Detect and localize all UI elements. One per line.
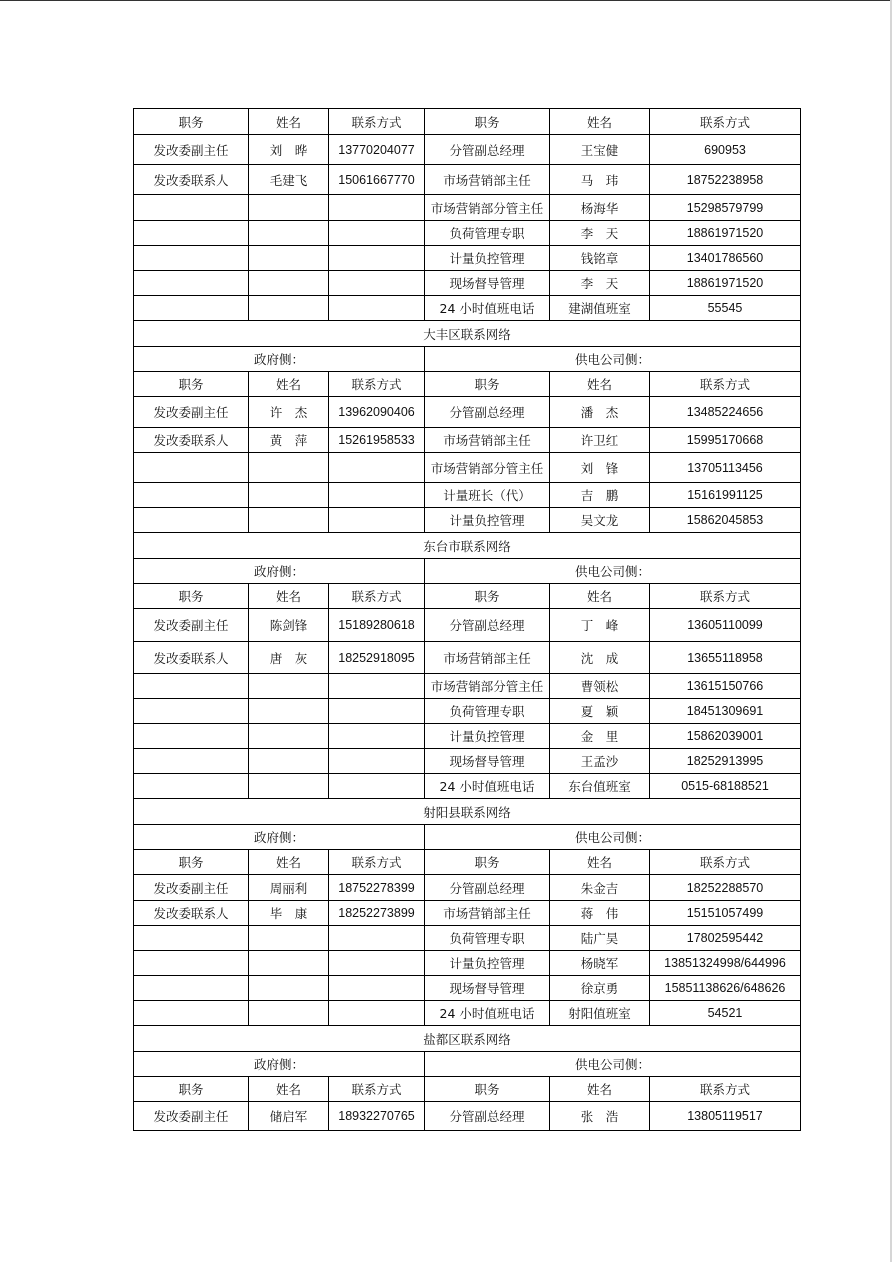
contact-cell: 18861971520 <box>650 221 801 246</box>
contact-cell: 15862039001 <box>650 724 801 749</box>
name-cell: 许 杰 <box>249 397 329 428</box>
position-cell: 发改委副主任 <box>134 875 249 901</box>
position-cell: 24 小时值班电话 <box>425 774 550 799</box>
contact-cell: 13655118958 <box>650 642 801 674</box>
name-cell: 黄 萍 <box>249 428 329 453</box>
table-row <box>134 296 801 321</box>
position-cell <box>134 749 249 774</box>
contact-cell <box>329 926 425 951</box>
position-cell: 计量负控管理 <box>425 508 550 533</box>
name-cell: 陈剑锋 <box>249 609 329 642</box>
column-header: 姓名 <box>249 372 329 397</box>
position-cell <box>134 195 249 221</box>
position-cell: 24 小时值班电话 <box>425 1001 550 1026</box>
table-row <box>134 195 801 221</box>
position-cell: 发改委副主任 <box>134 609 249 642</box>
table-row <box>134 642 801 674</box>
column-header: 姓名 <box>550 584 650 609</box>
name-cell <box>249 1001 329 1026</box>
position-cell: 现场督导管理 <box>425 749 550 774</box>
name-cell <box>249 508 329 533</box>
header-row <box>134 372 801 397</box>
position-cell: 发改委联系人 <box>134 642 249 674</box>
table-row <box>134 951 801 976</box>
name-cell <box>249 221 329 246</box>
name-cell: 吉 鹏 <box>550 483 650 508</box>
contact-cell: 15862045853 <box>650 508 801 533</box>
table-row <box>134 221 801 246</box>
name-cell <box>249 195 329 221</box>
name-cell <box>249 246 329 271</box>
contact-cell <box>329 749 425 774</box>
table-row <box>134 271 801 296</box>
column-header: 联系方式 <box>329 584 425 609</box>
position-cell: 分管副总经理 <box>425 135 550 165</box>
column-header: 职务 <box>134 109 249 135</box>
name-cell <box>249 483 329 508</box>
position-cell: 市场营销部主任 <box>425 901 550 926</box>
contact-cell: 13705113456 <box>650 453 801 483</box>
contact-cell: 15161991125 <box>650 483 801 508</box>
position-cell: 计量班长（代） <box>425 483 550 508</box>
column-header: 联系方式 <box>329 109 425 135</box>
table-row <box>134 1001 801 1026</box>
position-cell: 分管副总经理 <box>425 875 550 901</box>
header-row <box>134 1077 801 1102</box>
government-side-label: 政府侧： <box>134 559 425 584</box>
name-cell: 许卫红 <box>550 428 650 453</box>
name-cell: 张 浩 <box>550 1102 650 1131</box>
name-cell: 王孟沙 <box>550 749 650 774</box>
table-row <box>134 246 801 271</box>
column-header: 职务 <box>134 372 249 397</box>
contact-cell: 15995170668 <box>650 428 801 453</box>
name-cell: 周丽利 <box>249 875 329 901</box>
table-row <box>134 901 801 926</box>
government-side-label: 政府侧： <box>134 825 425 850</box>
table-row <box>134 724 801 749</box>
name-cell: 建湖值班室 <box>550 296 650 321</box>
column-header: 职务 <box>425 109 550 135</box>
position-cell: 24 小时值班电话 <box>425 296 550 321</box>
position-cell <box>134 724 249 749</box>
section-title-row <box>134 533 801 559</box>
supply-company-side-label: 供电公司侧： <box>425 1052 801 1077</box>
supply-company-side-label: 供电公司侧： <box>425 347 801 372</box>
contact-cell <box>329 699 425 724</box>
table-row <box>134 453 801 483</box>
table-row <box>134 609 801 642</box>
position-cell <box>134 296 249 321</box>
column-header: 联系方式 <box>650 584 801 609</box>
contact-cell: 18252288570 <box>650 875 801 901</box>
name-cell: 杨晓军 <box>550 951 650 976</box>
name-cell: 潘 杰 <box>550 397 650 428</box>
contact-cell: 18752238958 <box>650 165 801 195</box>
contact-cell <box>329 453 425 483</box>
position-cell <box>134 976 249 1001</box>
table-row <box>134 749 801 774</box>
column-header: 姓名 <box>550 372 650 397</box>
government-side-label: 政府侧： <box>134 1052 425 1077</box>
column-header: 姓名 <box>249 584 329 609</box>
contact-cell <box>329 724 425 749</box>
contact-cell <box>329 271 425 296</box>
name-cell: 刘 锋 <box>550 453 650 483</box>
section-title: 盐都区联系网络 <box>134 1026 801 1052</box>
contact-cell: 18252913995 <box>650 749 801 774</box>
name-cell: 徐京勇 <box>550 976 650 1001</box>
name-cell <box>249 926 329 951</box>
contact-cell <box>329 951 425 976</box>
name-cell: 东台值班室 <box>550 774 650 799</box>
column-header: 姓名 <box>550 1077 650 1102</box>
column-header: 姓名 <box>249 850 329 875</box>
name-cell: 马 玮 <box>550 165 650 195</box>
table-row <box>134 508 801 533</box>
position-cell <box>134 674 249 699</box>
column-header: 联系方式 <box>650 372 801 397</box>
table-row <box>134 483 801 508</box>
position-cell: 市场营销部分管主任 <box>425 195 550 221</box>
name-cell <box>249 453 329 483</box>
position-cell <box>134 246 249 271</box>
side-label-row <box>134 559 801 584</box>
contact-cell <box>329 195 425 221</box>
column-header: 职务 <box>134 1077 249 1102</box>
column-header: 职务 <box>134 850 249 875</box>
contact-cell: 13770204077 <box>329 135 425 165</box>
name-cell: 曹领松 <box>550 674 650 699</box>
table-row <box>134 875 801 901</box>
position-cell: 市场营销部分管主任 <box>425 674 550 699</box>
position-cell: 负荷管理专职 <box>425 699 550 724</box>
column-header: 职务 <box>425 1077 550 1102</box>
supply-company-side-label: 供电公司侧： <box>425 559 801 584</box>
table-row <box>134 774 801 799</box>
name-cell: 金 里 <box>550 724 650 749</box>
contact-cell: 13851324998/644996 <box>650 951 801 976</box>
contact-cell: 690953 <box>650 135 801 165</box>
name-cell <box>249 296 329 321</box>
contact-cell <box>329 1001 425 1026</box>
contact-cell <box>329 508 425 533</box>
column-header: 联系方式 <box>650 850 801 875</box>
position-cell <box>134 774 249 799</box>
name-cell: 唐 灰 <box>249 642 329 674</box>
contact-cell <box>329 674 425 699</box>
position-cell <box>134 699 249 724</box>
position-cell: 发改委副主任 <box>134 135 249 165</box>
name-cell: 朱金吉 <box>550 875 650 901</box>
position-cell: 市场营销部分管主任 <box>425 453 550 483</box>
contact-cell: 13805119517 <box>650 1102 801 1131</box>
position-cell: 负荷管理专职 <box>425 926 550 951</box>
section-title-row <box>134 321 801 347</box>
column-header: 姓名 <box>249 109 329 135</box>
name-cell: 钱铭章 <box>550 246 650 271</box>
table-row <box>134 428 801 453</box>
contact-cell: 13615150766 <box>650 674 801 699</box>
table-row <box>134 397 801 428</box>
column-header: 联系方式 <box>329 372 425 397</box>
column-header: 联系方式 <box>650 109 801 135</box>
contact-cell: 17802595442 <box>650 926 801 951</box>
name-cell: 毕 康 <box>249 901 329 926</box>
position-cell: 计量负控管理 <box>425 951 550 976</box>
name-cell <box>249 699 329 724</box>
contact-cell: 15298579799 <box>650 195 801 221</box>
contact-cell: 15189280618 <box>329 609 425 642</box>
position-cell <box>134 1001 249 1026</box>
name-cell <box>249 724 329 749</box>
column-header: 姓名 <box>550 850 650 875</box>
name-cell: 丁 峰 <box>550 609 650 642</box>
name-cell <box>249 749 329 774</box>
contact-cell: 15061667770 <box>329 165 425 195</box>
position-cell: 市场营销部主任 <box>425 165 550 195</box>
contact-cell: 55545 <box>650 296 801 321</box>
contact-cell: 13485224656 <box>650 397 801 428</box>
contact-cell: 15261958533 <box>329 428 425 453</box>
column-header: 联系方式 <box>329 850 425 875</box>
name-cell: 夏 颖 <box>550 699 650 724</box>
position-cell <box>134 483 249 508</box>
name-cell: 毛建飞 <box>249 165 329 195</box>
column-header: 职务 <box>425 850 550 875</box>
position-cell: 现场督导管理 <box>425 976 550 1001</box>
contact-cell: 15151057499 <box>650 901 801 926</box>
position-cell <box>134 926 249 951</box>
name-cell: 吴文龙 <box>550 508 650 533</box>
position-cell: 计量负控管理 <box>425 246 550 271</box>
position-cell: 现场督导管理 <box>425 271 550 296</box>
supply-company-side-label: 供电公司侧： <box>425 825 801 850</box>
contact-cell: 18252918095 <box>329 642 425 674</box>
table-row <box>134 165 801 195</box>
contact-cell: 0515-68188521 <box>650 774 801 799</box>
column-header: 姓名 <box>249 1077 329 1102</box>
position-cell <box>134 271 249 296</box>
header-row <box>134 850 801 875</box>
name-cell: 蒋 伟 <box>550 901 650 926</box>
name-cell <box>249 976 329 1001</box>
contact-cell: 18451309691 <box>650 699 801 724</box>
contact-cell <box>329 483 425 508</box>
column-header: 联系方式 <box>650 1077 801 1102</box>
name-cell: 储启军 <box>249 1102 329 1131</box>
header-row <box>134 584 801 609</box>
position-cell: 分管副总经理 <box>425 397 550 428</box>
name-cell <box>249 674 329 699</box>
table-row <box>134 976 801 1001</box>
section-title-row <box>134 1026 801 1052</box>
position-cell: 发改委副主任 <box>134 397 249 428</box>
column-header: 姓名 <box>550 109 650 135</box>
name-cell: 陆广昊 <box>550 926 650 951</box>
contact-cell <box>329 774 425 799</box>
side-label-row <box>134 825 801 850</box>
position-cell: 发改委联系人 <box>134 901 249 926</box>
contact-cell: 18861971520 <box>650 271 801 296</box>
position-cell: 分管副总经理 <box>425 1102 550 1131</box>
contact-cell: 13605110099 <box>650 609 801 642</box>
table-row <box>134 1102 801 1131</box>
position-cell <box>134 453 249 483</box>
position-cell: 负荷管理专职 <box>425 221 550 246</box>
name-cell: 射阳值班室 <box>550 1001 650 1026</box>
table-row <box>134 135 801 165</box>
position-cell: 市场营销部主任 <box>425 642 550 674</box>
name-cell <box>249 774 329 799</box>
side-label-row <box>134 1052 801 1077</box>
contact-cell <box>329 221 425 246</box>
government-side-label: 政府侧： <box>134 347 425 372</box>
contact-cell: 18932270765 <box>329 1102 425 1131</box>
table-row <box>134 699 801 724</box>
position-cell: 分管副总经理 <box>425 609 550 642</box>
position-cell <box>134 508 249 533</box>
column-header: 联系方式 <box>329 1077 425 1102</box>
position-cell <box>134 221 249 246</box>
contact-cell: 54521 <box>650 1001 801 1026</box>
column-header: 职务 <box>134 584 249 609</box>
contact-cell: 13401786560 <box>650 246 801 271</box>
contact-network-table <box>133 108 801 1131</box>
name-cell: 刘 晔 <box>249 135 329 165</box>
name-cell: 王宝健 <box>550 135 650 165</box>
contact-cell: 18752278399 <box>329 875 425 901</box>
contact-cell <box>329 246 425 271</box>
position-cell <box>134 951 249 976</box>
position-cell: 发改委联系人 <box>134 165 249 195</box>
column-header: 职务 <box>425 372 550 397</box>
contact-cell: 15851138626/648626 <box>650 976 801 1001</box>
column-header: 职务 <box>425 584 550 609</box>
table-row <box>134 674 801 699</box>
name-cell: 杨海华 <box>550 195 650 221</box>
name-cell <box>249 951 329 976</box>
contact-cell <box>329 296 425 321</box>
section-title: 射阳县联系网络 <box>134 799 801 825</box>
contact-cell <box>329 976 425 1001</box>
name-cell <box>249 271 329 296</box>
position-cell: 发改委副主任 <box>134 1102 249 1131</box>
name-cell: 李 天 <box>550 221 650 246</box>
top-rule <box>0 0 892 1</box>
name-cell: 沈 成 <box>550 642 650 674</box>
name-cell: 李 天 <box>550 271 650 296</box>
side-label-row <box>134 347 801 372</box>
contact-cell: 18252273899 <box>329 901 425 926</box>
table-row <box>134 926 801 951</box>
position-cell: 计量负控管理 <box>425 724 550 749</box>
header-row <box>134 109 801 135</box>
contact-cell: 13962090406 <box>329 397 425 428</box>
section-title: 大丰区联系网络 <box>134 321 801 347</box>
position-cell: 发改委联系人 <box>134 428 249 453</box>
section-title: 东台市联系网络 <box>134 533 801 559</box>
section-title-row <box>134 799 801 825</box>
position-cell: 市场营销部主任 <box>425 428 550 453</box>
